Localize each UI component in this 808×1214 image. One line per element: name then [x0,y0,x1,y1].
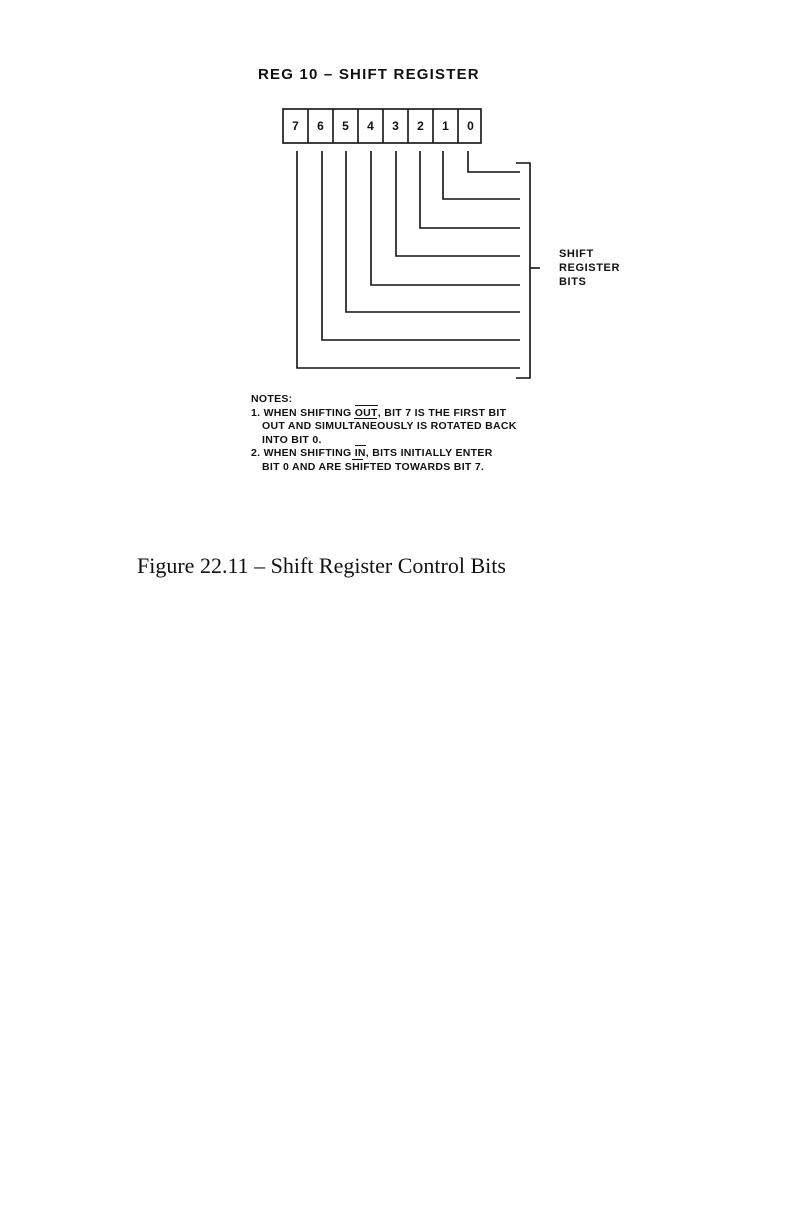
note-text: , BITS INITIALLY ENTER [365,447,493,459]
figure-caption: Figure 22.11 – Shift Register Control Bits [137,553,506,578]
note-emphasis: OUT [354,406,378,419]
note-emphasis: ANE [354,420,378,432]
shift-register-bracket [516,163,530,378]
note-text: OUSLY IS ROTATED BACK [377,420,517,432]
note-text: BIT 0 AND ARE S [262,460,353,473]
leader-bit-4 [371,151,520,285]
leader-bit-7 [297,151,520,368]
leader-bit-5 [346,151,520,312]
diagram-title: REG 10 – SHIFT REGISTER [258,66,480,83]
note-text: OUT AND SIMULT [262,420,355,432]
leader-bit-2 [420,151,520,228]
leader-bit-3 [396,151,520,256]
bit-leader-lines [297,151,520,368]
note-text: 1. WHEN SHIFTING [251,406,355,419]
notes-heading: NOTES: [251,393,293,405]
note-emphasis: IN [354,447,366,459]
bracket-label-line: BITS [559,276,587,288]
register-cell-bit-0: 0 [467,119,474,133]
register-cell-bit-6: 6 [317,119,324,133]
leader-bit-1 [443,151,520,199]
register-cell-bit-2: 2 [417,119,424,133]
note-text: FTED TOWARDS BIT 7. [363,460,485,473]
note-1-line [251,407,517,421]
leader-bit-0 [468,151,520,172]
note-2-line [251,447,517,461]
note-emphasis: HI [352,460,364,473]
notes-block [251,393,517,474]
note-text: 2. WHEN SHIFTING [251,447,355,459]
register-cell-bit-1: 1 [442,119,449,133]
register-cell-bit-3: 3 [392,119,399,133]
note-1-line: INTO BIT 0. [262,433,322,446]
register-cell-bit-4: 4 [367,119,374,133]
bracket-label [559,247,620,289]
note-1-line [251,420,517,434]
register-cell-bit-5: 5 [342,119,349,133]
bracket-label-line: REGISTER [559,262,621,274]
register-cell-bit-7: 7 [292,119,299,133]
note-text: , BIT 7 IS THE FIRST BIT [377,406,507,419]
bracket-label-line: SHIFT [559,248,594,260]
note-2-line [251,461,517,475]
